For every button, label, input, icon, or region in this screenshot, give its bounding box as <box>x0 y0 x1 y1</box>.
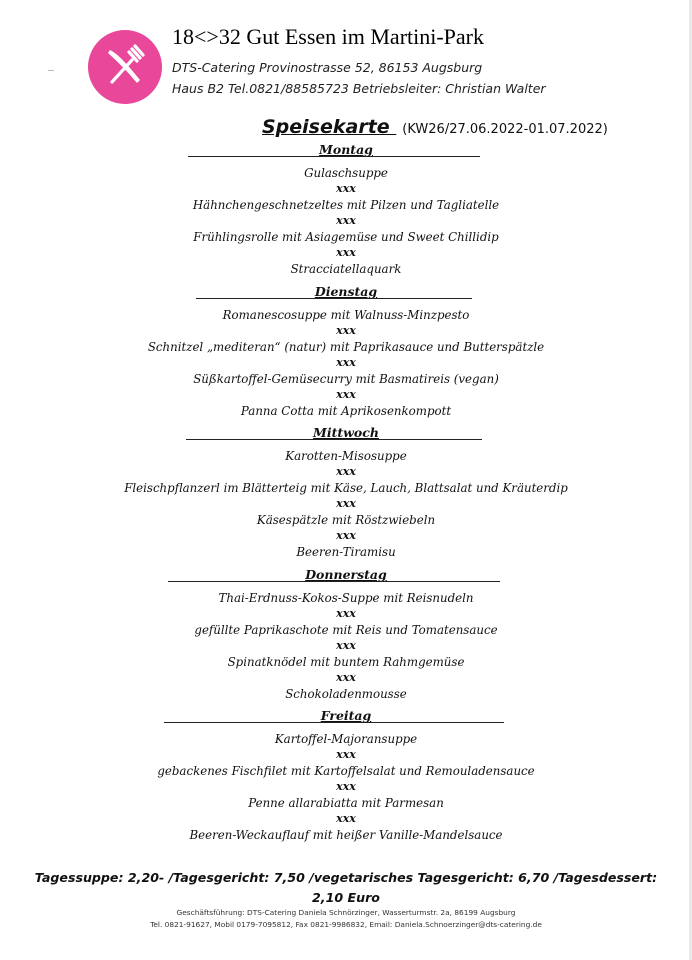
day-name: Freitag <box>320 708 372 723</box>
menu-heading <box>262 116 608 138</box>
dish: gebackenes Fischfilet mit Kartoffelsalat und Remouladensauce <box>157 764 535 778</box>
dish: Süßkartoffel-Gemüsecurry mit Basmatireis (vegan) <box>193 372 499 386</box>
dish: Hähnchengeschnetzeltes mit Pilzen und Tagliatelle <box>192 198 500 212</box>
separator: xxx <box>336 529 356 542</box>
management-line: Geschäftsführung: DTS-Catering Daniela Schnörzinger, Wasserturmstr. 2a, 86199 Augsburg <box>176 908 516 917</box>
address-line-1: DTS-Catering Provinostrasse 52, 86153 Augsburg <box>172 60 483 75</box>
menu-week: (KW26/27.06.2022-01.07.2022) <box>402 122 608 137</box>
separator: xxx <box>336 324 356 337</box>
separator: xxx <box>336 780 356 793</box>
separator: xxx <box>336 607 356 620</box>
separator: xxx <box>336 639 356 652</box>
dish: Karotten-Misosuppe <box>285 449 407 463</box>
contact-line: Tel. 0821-91627, Mobil 0179-7095812, Fax 0821-9986832, Email: Daniela.Schnoerzinger@dts-catering.de <box>150 920 542 929</box>
separator: xxx <box>336 748 356 761</box>
fork-knife-icon <box>88 30 162 104</box>
dish: Fleischpflanzerl im Blätterteig mit Käse, Lauch, Blattsalat und Kräuterdip <box>124 481 568 495</box>
day-section-wednesday <box>0 424 692 560</box>
dish: Gulaschsuppe <box>304 166 388 180</box>
margin-mark <box>48 70 54 71</box>
separator: xxx <box>336 671 356 684</box>
day-section-friday <box>0 707 692 843</box>
day-section-tuesday <box>0 283 692 419</box>
day-section-thursday <box>0 566 692 702</box>
separator: xxx <box>336 812 356 825</box>
dish: Beeren-Weckauflauf mit heißer Vanille-Mandelsauce <box>189 828 503 842</box>
separator: xxx <box>336 246 356 259</box>
separator: xxx <box>336 497 356 510</box>
dish: Beeren-Tiramisu <box>296 545 396 559</box>
dish: Panna Cotta mit Aprikosenkompott <box>240 404 452 418</box>
separator: xxx <box>336 356 356 369</box>
dish: Stracciatellaquark <box>290 262 402 276</box>
separator: xxx <box>336 465 356 478</box>
day-name: Donnerstag <box>305 567 387 582</box>
dish: Romanescosuppe mit Walnuss-Minzpesto <box>222 308 470 322</box>
day-name: Dienstag <box>314 284 378 299</box>
price-list: Tagessuppe: 2,20- /Tagesgericht: 7,50 /vegetarisches Tagesgericht: 6,70 /Tagesdessert: 2,10 Euro <box>34 870 658 905</box>
dish: Schnitzel „mediteran“ (natur) mit Paprikasauce und Butterspätzle <box>147 340 545 354</box>
dish: Schokoladenmousse <box>285 687 407 701</box>
separator: xxx <box>336 388 356 401</box>
menu-title: Speisekarte <box>262 116 397 138</box>
dish: Spinatknödel mit buntem Rahmgemüse <box>227 655 465 669</box>
dish: Frühlingsrolle mit Asiagemüse und Sweet Chillidip <box>193 230 499 244</box>
dish: Kartoffel-Majoransuppe <box>274 732 418 746</box>
separator: xxx <box>336 214 356 227</box>
logo <box>88 30 162 104</box>
day-name: Montag <box>319 142 373 157</box>
dish: Käsespätzle mit Röstzwiebeln <box>256 513 436 527</box>
restaurant-title: 18<>32 Gut Essen im Martini-Park <box>172 24 485 49</box>
separator: xxx <box>336 182 356 195</box>
dish: Penne allarabiatta mit Parmesan <box>248 796 444 810</box>
dish: Thai-Erdnuss-Kokos-Suppe mit Reisnudeln <box>218 591 474 605</box>
address-line-2: Haus B2 Tel.0821/88585723 Betriebsleiter: Christian Walter <box>172 81 546 96</box>
dish: gefüllte Paprikaschote mit Reis und Tomatensauce <box>194 623 498 637</box>
day-section-monday <box>0 141 692 277</box>
day-name: Mittwoch <box>313 425 379 440</box>
